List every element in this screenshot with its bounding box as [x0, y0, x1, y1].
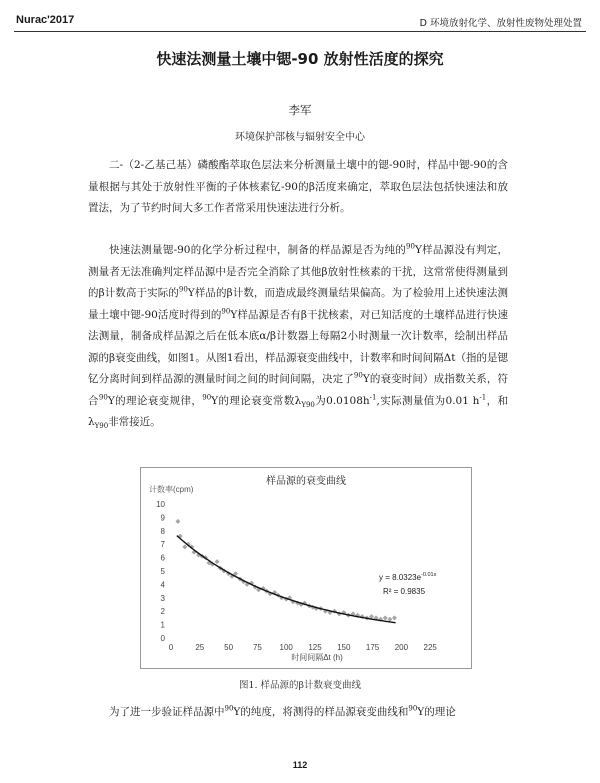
paragraph-2-text: 快速法测量锶-90的化学分析过程中，制备的样品源是否为纯的$^{90}$Y样品源没有判定，测量者无法准确判定样品源中是否完全消除了其他β放射性核素的干扰，这常常使得测量到的β计数高于实际的$^{90}$Y样品的β计数，而造成最终测量结果偏高。为了检验用上述快速法测量土壤中锶-90活度时得到的$^{90}$Y样品源是否有β干扰核素，对已知活度的土壤样品进行快速法测量，制备成样品源之后在低本底α/β计数器上每隔2小时测量一次计数率，绘制出样品源的β衰变曲线，如图1。从图1看出，样品源衰变曲线中，计数率和时间间隔Δt（指的是锶钇分离时间到样品源的测量时间之间的时间间隔，决定了$^{90}$Y的衰变时间）成指数关系，符合$^{90}$Y的理论衰变规律，$^{90}$Y的理论衰变常数$\lambda_{Y90}$为$0.0108h^{-1}$,实际测量值为0.01 $h^{-1}$，和$\lambda_{Y90}$非常接近。 — [88, 242, 509, 431]
y-tick-label: 1 — [160, 620, 165, 630]
paper-title: 快速法测量土壤中锶-90 放射性活度的探究 — [156, 50, 444, 68]
x-tick-label: 100 — [279, 643, 293, 652]
y-tick-label: 8 — [160, 526, 165, 536]
y-tick-label: 2 — [160, 607, 165, 617]
x-tick-label: 75 — [252, 643, 262, 652]
chart-title: 样品源的衰变曲线 — [266, 476, 346, 487]
figure-caption: 图1. 样品源的β计数衰变曲线 — [238, 680, 362, 691]
y-tick-label: 10 — [156, 500, 165, 509]
x-tick-label: 225 — [423, 643, 437, 652]
x-tick-label: 175 — [365, 643, 380, 652]
y-axis-label: 计数率(cpm) — [149, 485, 194, 494]
x-tick-label: 150 — [337, 643, 351, 652]
data-point — [183, 545, 187, 549]
y-tick-label: 5 — [160, 567, 165, 576]
y-tick-label: 6 — [160, 553, 165, 563]
chart-points — [176, 519, 397, 621]
x-tick-label: 25 — [195, 643, 205, 652]
data-point — [392, 616, 396, 620]
journal-name: Nurac'2017 — [16, 14, 75, 26]
paragraph-1 — [88, 155, 508, 220]
section-title: D 环境放射化学、放射性废物处理处置 — [419, 18, 582, 29]
chart-fit-curve — [177, 536, 396, 623]
x-axis-label: 时间间隔Δt (h) — [291, 653, 343, 662]
data-point — [369, 614, 373, 618]
paragraph-2 — [88, 240, 508, 434]
fit-r-squared: R² = 0.9835 — [383, 587, 426, 596]
y-tick-label: 0 — [160, 634, 165, 643]
x-tick-label: 200 — [394, 643, 409, 652]
fit-equation: $y = 8.0323e^{-0.01x}$ — [379, 572, 437, 582]
data-point — [176, 519, 180, 523]
y-tick-label: 4 — [160, 580, 165, 590]
page-number: 112 — [292, 760, 308, 770]
paragraph-3-text: 为了进一步验证样品源中$^{90}$Y的纯度，将测得的样品源衰变曲线和$^{90}$Y的理论 — [109, 704, 456, 718]
data-point — [215, 559, 219, 563]
data-point — [383, 616, 387, 620]
decay-chart — [140, 467, 472, 669]
data-point — [388, 617, 392, 621]
paragraph-1-text: 二-（2-乙基己基）磷酸酯萃取色层法来分析测量土壤中的锶-90时，样品中锶-90的含量根据与其处于放射性平衡的子体核素钇-90的β活度来确定，萃取色层法包括快速法和放置法，为了节约时间大多工作者常采用快速法进行分析。 — [88, 159, 508, 214]
paragraph-3 — [88, 702, 508, 724]
decay-chart-svg — [141, 468, 471, 668]
affiliation: 环境保护部核与辐射安全中心 — [235, 132, 365, 143]
y-tick-label: 7 — [160, 540, 165, 550]
x-tick-label: 0 — [168, 643, 174, 652]
y-tick-label: 9 — [160, 513, 165, 523]
fit-curve-line — [177, 536, 396, 623]
y-tick-label: 3 — [160, 593, 165, 603]
header-divider — [14, 31, 586, 32]
x-tick-label: 50 — [224, 643, 234, 652]
author-name: 李军 — [288, 103, 312, 117]
x-tick-label: 125 — [308, 643, 322, 652]
